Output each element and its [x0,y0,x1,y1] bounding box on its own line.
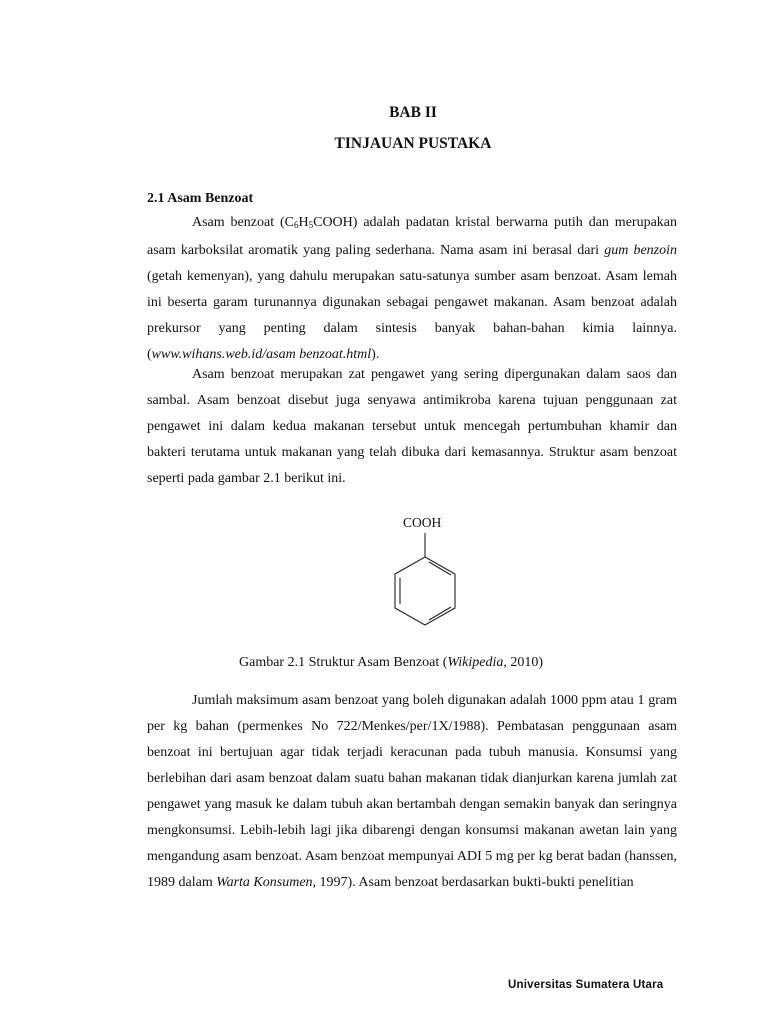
para3-warta-konsumen: Warta Konsumen, [216,875,317,890]
inner-double-bond-top [429,562,451,575]
cooh-label: COOH [403,515,442,530]
inner-double-bond-bottom [429,607,451,620]
para1-text-d: (getah kemenyan), yang dahulu merupakan satu-satunya sumber asam benzoat. Asam lemah ini beserta garam turunannya digunakan sebagai pengawet makanan. Asam benzoat adalah prekursor yang penting dalam sintesis banyak bahan-bahan kimia lainnya. ( [147,269,677,362]
para3-text-a: Jumlah maksimum asam benzoat yang boleh digunakan adalah 1000 ppm atau 1 gram per kg bahan (permenkes No 722/Menkes/per/1X/1988). Pembatasan penggunaan asam benzoat ini bertujuan agar tidak terjadi keracunan pada tubuh manusia. Konsumsi yang berlebihan dari asam benzoat dalam suatu bahan makanan tidak dianjurkan karena jumlah zat pengawet yang masuk ke dalam tubuh akan bertambah dengan semakin banyak dan seringnya mengkonsumsi. Lebih-lebih lagi jika dibarengi dengan konsumsi makanan awetan lain yang mengandung asam benzoat. Asam benzoat mempunyai ADI 5 mg per kg berat badan (hanssen, 1989 dalam [147,693,677,890]
caption-text-b: , 2010) [503,655,544,670]
para3-text-b: 1997). Asam benzoat berdasarkan bukti-bukti penelitian [316,875,634,890]
caption-source: Wikipedia [447,655,504,670]
chapter-number: BAB II [389,104,437,121]
paragraph-2: Asam benzoat merupakan zat pengawet yang sering dipergunakan dalam saos dan sambal. Asam benzoat disebut juga senyawa antimikroba karena tujuan penggunaan zat pengawet ini dalam kedua makanan tersebut untuk mencegah pertumbuhan khamir dan bakteri terutama untuk makanan yang telah dibuka dari kemasannya. Struktur asam benzoat seperti pada gambar 2.1 berikut ini. [147,367,677,486]
figure-caption [239,655,543,671]
subscript-5: 5 [308,220,314,230]
subscript-6: 6 [293,220,299,230]
para1-text-c: COOH) adalah padatan kristal berwarna putih dan merupakan asam karboksilat aromatik yang paling sederhana. Nama asam ini berasal dari [147,215,677,258]
caption-text-a: Gambar 2.1 Struktur Asam Benzoat ( [239,655,448,670]
paragraph-1 [147,210,677,368]
para1-text-b: H [298,215,309,230]
para1-gum-benzoin: gum benzoin [604,243,677,258]
para1-text-e: ). [371,347,380,362]
para1-url: www.wihans.web.id/asam benzoat.html [151,347,372,362]
benzene-ring [395,557,455,625]
footer-university: Universitas Sumatera Utara [508,979,664,991]
section-title: 2.1 Asam Benzoat [147,191,254,206]
paragraph-3 [147,688,677,896]
chapter-title: TINJAUAN PUSTAKA [334,135,492,152]
para1-text-a: Asam benzoat (C [192,215,294,230]
